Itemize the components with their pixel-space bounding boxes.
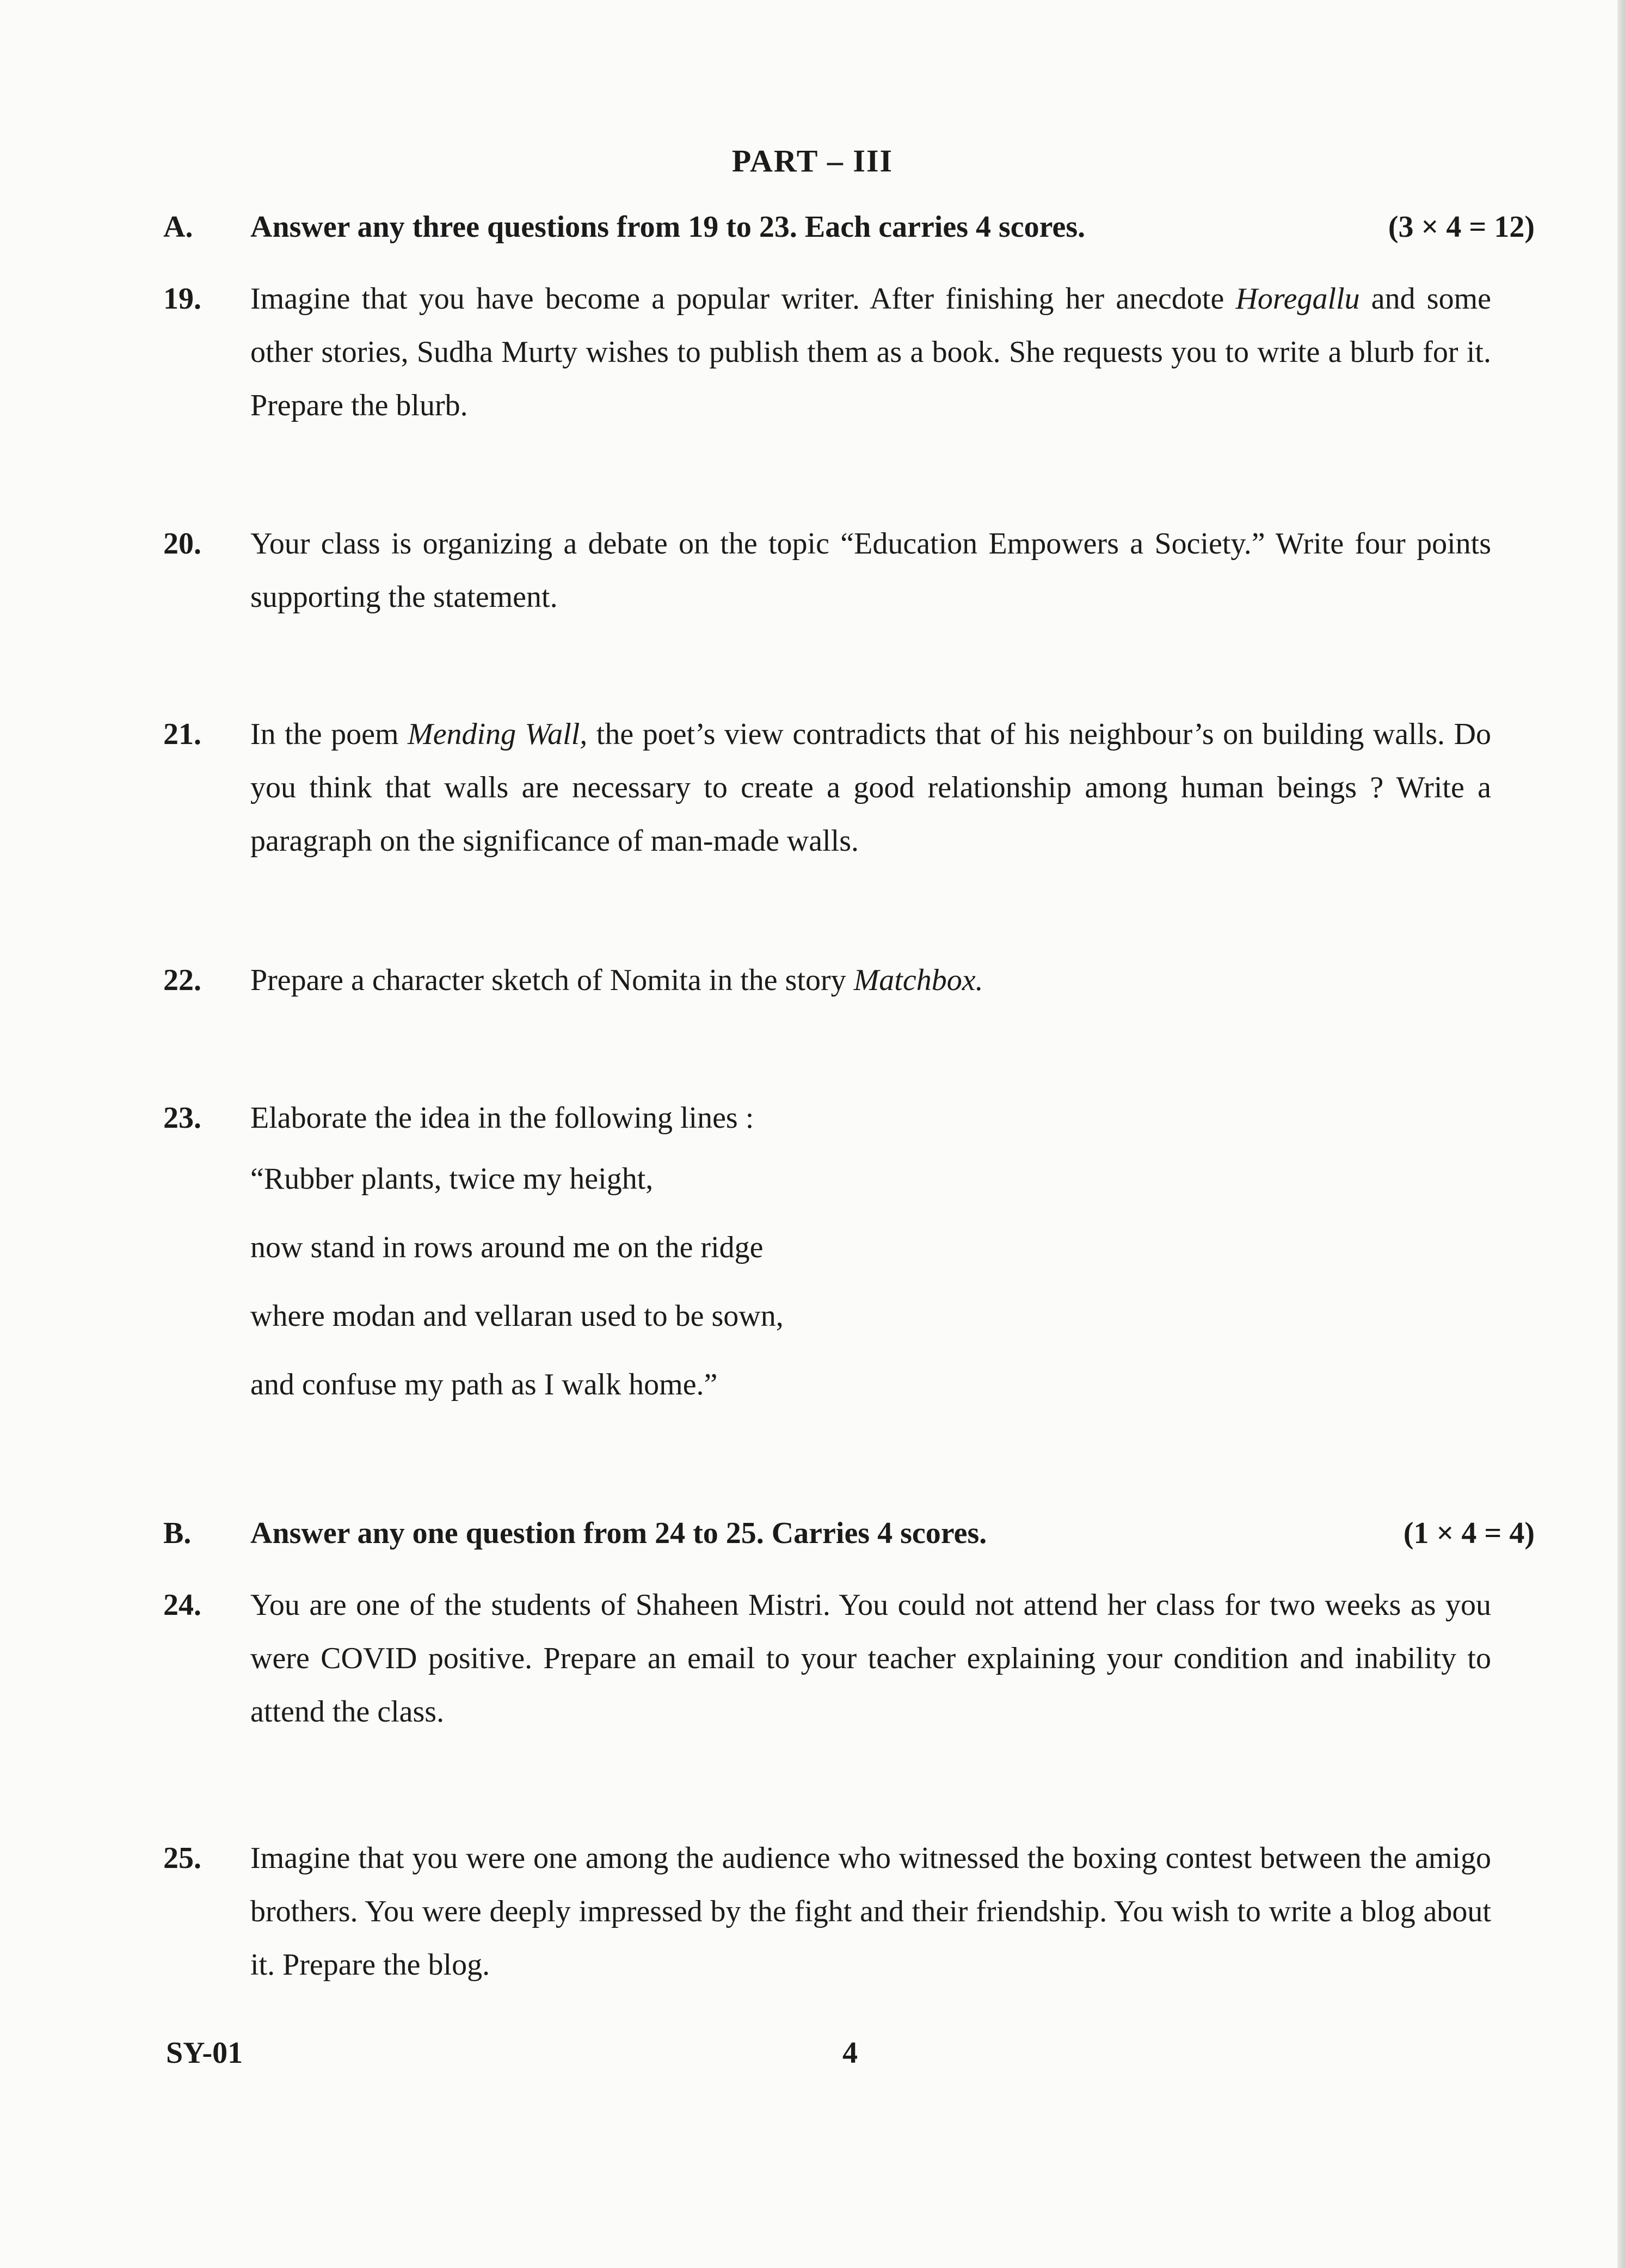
poem-line: where modan and vellaran used to be sown, bbox=[250, 1299, 784, 1333]
question-25 bbox=[163, 1831, 1491, 1992]
question-text: Prepare a character sketch of Nomita in the story Matchbox. bbox=[250, 963, 983, 997]
question-text: Imagine that you were one among the audience who witnessed the boxing contest between the amigo brothers. You were deeply impressed by the fight and their friendship. You wish to write a blog about it. Prepare the blog. bbox=[250, 1841, 1491, 1982]
question-22 bbox=[163, 954, 1491, 1007]
question-number: 25. bbox=[163, 1841, 201, 1875]
poem-title: Mending Wall, bbox=[408, 717, 588, 751]
section-b-letter: B. bbox=[163, 1516, 192, 1550]
part-title: PART – III bbox=[731, 143, 894, 179]
question-number: 20. bbox=[163, 527, 201, 561]
question-text: In the poem Mending Wall, the poet’s view contradicts that of his neighbour’s on building walls. Do you think that walls are necessary to create a good relationship among human beings ? Write a paragraph on the significance of man-made walls. bbox=[250, 717, 1492, 858]
section-a-header bbox=[163, 210, 1535, 244]
page-edge-shadow bbox=[1617, 0, 1625, 2268]
question-text: Your class is organizing a debate on the topic “Education Empowers a Society.” Write four points supporting the statement. bbox=[250, 527, 1491, 614]
section-b-instruction: Answer any one question from 24 to 25. Carries 4 scores. bbox=[250, 1516, 987, 1550]
question-text: You are one of the students of Shaheen Mistri. You could not attend her class for two weeks as you were COVID positive. Prepare an email to your teacher explaining your condition and inability to attend the class. bbox=[250, 1588, 1491, 1729]
section-b-marks: (1 × 4 = 4) bbox=[1403, 1516, 1535, 1550]
question-text: Imagine that you have become a popular writer. After finishing her anecdote Horegallu and some other stories, Sudha Murty wishes to publish them as a book. She requests you to write a blurb for it. Prepare the blurb. bbox=[250, 282, 1491, 422]
section-a-letter: A. bbox=[163, 210, 193, 244]
question-number: 21. bbox=[163, 717, 201, 751]
page-number: 4 bbox=[842, 2036, 858, 2070]
story-title: Matchbox. bbox=[853, 963, 983, 997]
paper-code: SY-01 bbox=[166, 2036, 243, 2070]
section-a-marks: (3 × 4 = 12) bbox=[1388, 210, 1535, 244]
poem-line: “Rubber plants, twice my height, bbox=[250, 1162, 654, 1196]
question-number: 22. bbox=[163, 963, 201, 997]
section-a-instruction: Answer any three questions from 19 to 23. Each carries 4 scores. bbox=[250, 210, 1086, 244]
poem-line: and confuse my path as I walk home.” bbox=[250, 1368, 718, 1402]
section-b-header bbox=[163, 1516, 1535, 1551]
question-number: 19. bbox=[163, 282, 201, 316]
question-24 bbox=[163, 1578, 1491, 1738]
question-number: 24. bbox=[163, 1588, 201, 1622]
story-title: Horegallu bbox=[1235, 282, 1360, 316]
question-23 bbox=[163, 1091, 1491, 1419]
question-number: 23. bbox=[163, 1101, 201, 1135]
question-20 bbox=[163, 517, 1491, 624]
question-21 bbox=[163, 708, 1491, 868]
question-text: Elaborate the idea in the following lines : “Rubber plants, twice my height, now stand in rows around me on the ridge where modan and vellaran used to be sown, and confuse my path as I walk home.” bbox=[250, 1091, 1491, 1419]
question-19 bbox=[163, 272, 1491, 432]
poem-line: now stand in rows around me on the ridge bbox=[250, 1231, 764, 1264]
